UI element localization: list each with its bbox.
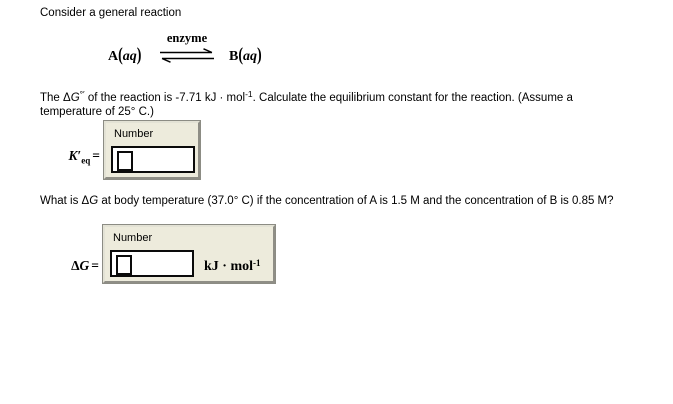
dg-unit [204, 258, 261, 275]
q1-line2: temperature of 25° C.) [40, 105, 154, 118]
dg-input[interactable] [110, 250, 194, 277]
right-paren: ) [257, 45, 262, 66]
reactant-species [108, 45, 142, 66]
question2-text [40, 195, 665, 209]
product-symbol: B [229, 49, 239, 64]
keq-answer-panel [104, 121, 200, 179]
right-paren: ) [136, 45, 142, 66]
q2-pre: What is Δ [40, 195, 90, 207]
dg-unit-exponent: -1 [253, 258, 261, 268]
keq-prime: ′ [77, 148, 82, 163]
keq-equals: = [92, 148, 100, 163]
dg-delta: Δ [71, 258, 80, 273]
q1-post: . Calculate the equilibrium constant for the reaction. (Assume a [252, 92, 573, 104]
intro-text: Consider a general reaction [40, 7, 182, 19]
q2-post: at body temperature (37.0° C) if the concentration of A is 1.5 M and the concentration of B is 0.85 M? [98, 195, 614, 207]
left-paren: ( [118, 45, 123, 66]
product-state: aq [243, 49, 258, 64]
dg-equals: = [91, 258, 99, 273]
equilibrium-arrow-group [158, 31, 216, 63]
q1-variable: G [70, 92, 80, 104]
keq-symbol: K [68, 148, 78, 163]
dg-label [30, 258, 99, 274]
dg-field-label: Number [113, 232, 153, 244]
keq-input[interactable] [111, 146, 195, 173]
left-paren: ( [238, 45, 244, 66]
product-species [229, 45, 262, 66]
dg-answer-panel [103, 225, 275, 283]
keq-subscript: eq [81, 155, 91, 166]
answer-placeholder-box[interactable] [116, 255, 132, 275]
equilibrium-arrows-icon [159, 48, 215, 63]
answer-placeholder-box[interactable] [117, 151, 133, 171]
keq-field-label: Number [114, 128, 154, 140]
q1-exponent: -1 [245, 89, 253, 99]
reaction-equation [105, 30, 315, 74]
dg-symbol: G [79, 258, 90, 273]
q2-variable: G [89, 195, 99, 207]
keq-label [30, 148, 100, 166]
question1-text [40, 88, 645, 119]
catalyst-label: enzyme [166, 31, 208, 45]
q1-mid: of the reaction is -7.71 kJ · mol [84, 92, 246, 104]
reactant-symbol: A [108, 49, 119, 64]
q1-standard-prime-sup: °′ [79, 89, 85, 99]
dg-unit-text: kJ · mol [204, 259, 254, 274]
reactant-state: aq [122, 49, 137, 64]
q1-pre: The Δ [40, 92, 71, 104]
